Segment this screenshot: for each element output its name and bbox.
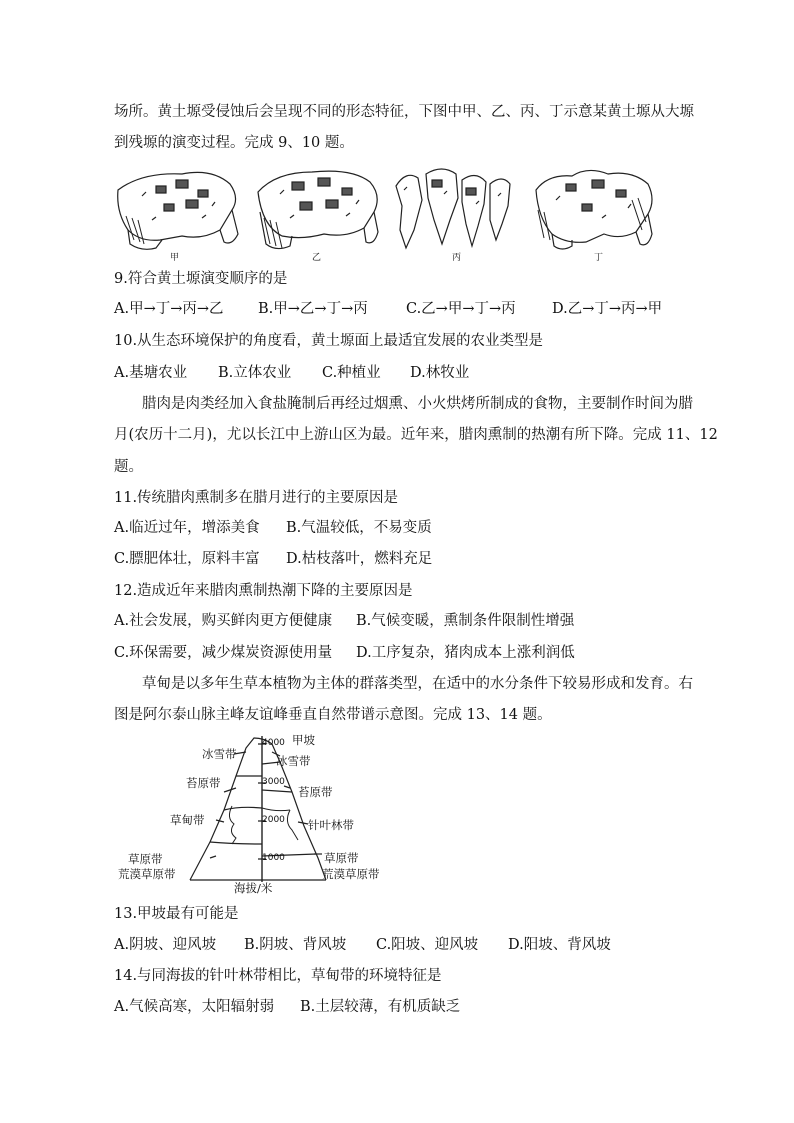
q12-stem: 12.造成近年来腊肉熏制热潮下降的主要原因是: [114, 583, 413, 599]
tick-3000: 3000: [262, 777, 285, 787]
axis-label: 海拔/米: [234, 881, 273, 895]
q11-stem: 11.传统腊肉熏制多在腊月进行的主要原因是: [114, 490, 399, 506]
q9-stem: 9.符合黄土塬演变顺序的是: [114, 271, 288, 287]
q10-stem: 10.从生态环境保护的角度看，黄土塬面上最适宜发展的农业类型是: [114, 333, 544, 349]
q14-stem: 14.与同海拔的针叶林带相比，草甸带的环境特征是: [114, 968, 442, 984]
right-zone-forest: 针叶林带: [308, 818, 354, 832]
passage3-line-2: 图是阿尔泰山脉主峰友谊峰垂直自然带谱示意图。完成 13、14 题。: [114, 707, 552, 723]
intro-line-1: 场所。黄土塬受侵蚀后会呈现不同的形态特征，下图中甲、乙、丙、丁示意某黄土塬从大塬: [114, 104, 694, 120]
caption-yi: 乙: [312, 253, 322, 263]
left-zone-snow: 冰雪带: [202, 747, 237, 761]
left-zone-desert-steppe: 荒漠草原带: [118, 867, 176, 881]
loess-evolution-figure: [112, 160, 672, 265]
q13-option-a[interactable]: A.阴坡、迎风坡: [114, 937, 217, 953]
boundary-tundra-meadow-left: [224, 807, 262, 810]
q9-option-b[interactable]: B.甲→乙→丁→丙: [258, 301, 368, 317]
q12-option-b[interactable]: B.气候变暖，熏制条件限制性增强: [356, 613, 575, 629]
q13-option-c[interactable]: C.阳坡、迎风坡: [376, 937, 479, 953]
caption-jia: 甲: [170, 253, 180, 263]
slope-label: 甲坡: [292, 733, 315, 747]
q13-option-d[interactable]: D.阳坡、背风坡: [508, 937, 611, 953]
q10-option-d[interactable]: D.林牧业: [410, 365, 470, 381]
tick-4000: 4000: [262, 738, 285, 748]
right-zone-desert-steppe: 荒漠草原带: [322, 867, 380, 881]
left-zone-meadow: 草甸带: [170, 813, 205, 827]
stage-jia-illustration: [118, 172, 238, 249]
q12-option-c[interactable]: C.环保需要，减少煤炭资源使用量: [114, 645, 333, 661]
q14-option-a[interactable]: A.气候高寒，太阳辐射弱: [114, 999, 275, 1015]
passage3-line-1: 草甸是以多年生草本植物为主体的群落类型，在适中的水分条件下较易形成和发育。右: [142, 676, 693, 692]
passage2-line-2: 月(农历十二月)，尤以长江中上游山区为最。近年来，腊肉熏制的热潮有所下降。完成 11、12: [114, 427, 718, 443]
q12-option-a[interactable]: A.社会发展，购买鲜肉更方便健康: [114, 613, 333, 629]
q9-option-a[interactable]: A.甲→丁→丙→乙: [114, 301, 224, 317]
q13-stem: 13.甲坡最有可能是: [114, 906, 239, 922]
q11-option-c[interactable]: C.膘肥体壮，原料丰富: [114, 551, 260, 567]
caption-ding: 丁: [594, 253, 604, 263]
intro-line-2: 到残塬的演变过程。完成 9、10 题。: [114, 135, 354, 151]
q9-option-c[interactable]: C.乙→甲→丁→丙: [406, 301, 516, 317]
q10-option-c[interactable]: C.种植业: [322, 365, 381, 381]
q13-option-b[interactable]: B.阴坡、背风坡: [244, 937, 347, 953]
tick-2000: 2000: [262, 815, 285, 825]
caption-bing: 丙: [452, 253, 462, 263]
passage2-line-1: 腊肉是肉类经加入食盐腌制后再经过烟熏、小火烘烤所制成的食物，主要制作时间为腊: [142, 396, 693, 412]
right-zone-snow: 冰雪带: [276, 754, 311, 768]
q11-option-d[interactable]: D.枯枝落叶，燃料充足: [286, 551, 433, 567]
q9-option-d[interactable]: D.乙→丁→丙→甲: [552, 301, 663, 317]
left-zone-steppe: 草原带: [128, 852, 163, 866]
q11-option-b[interactable]: B.气温较低，不易变质: [286, 520, 432, 536]
boundary-tundra-forest-right: [262, 790, 292, 792]
q12-option-d[interactable]: D.工序复杂，猪肉成本上涨利润低: [356, 645, 575, 661]
left-zone-tundra: 苔原带: [186, 776, 221, 790]
q10-option-b[interactable]: B.立体农业: [218, 365, 292, 381]
q10-option-a[interactable]: A.基塘农业: [114, 365, 188, 381]
stage-bing-illustration: [396, 169, 510, 248]
tick-1000: 1000: [262, 853, 285, 863]
right-zone-steppe: 草原带: [324, 851, 359, 865]
q14-option-b[interactable]: B.土层较薄，有机质缺乏: [300, 999, 461, 1015]
passage2-line-3: 题。: [114, 459, 143, 475]
stage-yi-illustration: [258, 171, 378, 248]
boundary-meadow-grass-left: [210, 842, 262, 844]
stage-ding-illustration: [536, 170, 652, 249]
q11-option-a[interactable]: A.临近过年，增添美食: [114, 520, 260, 536]
right-zone-tundra: 苔原带: [298, 785, 333, 799]
